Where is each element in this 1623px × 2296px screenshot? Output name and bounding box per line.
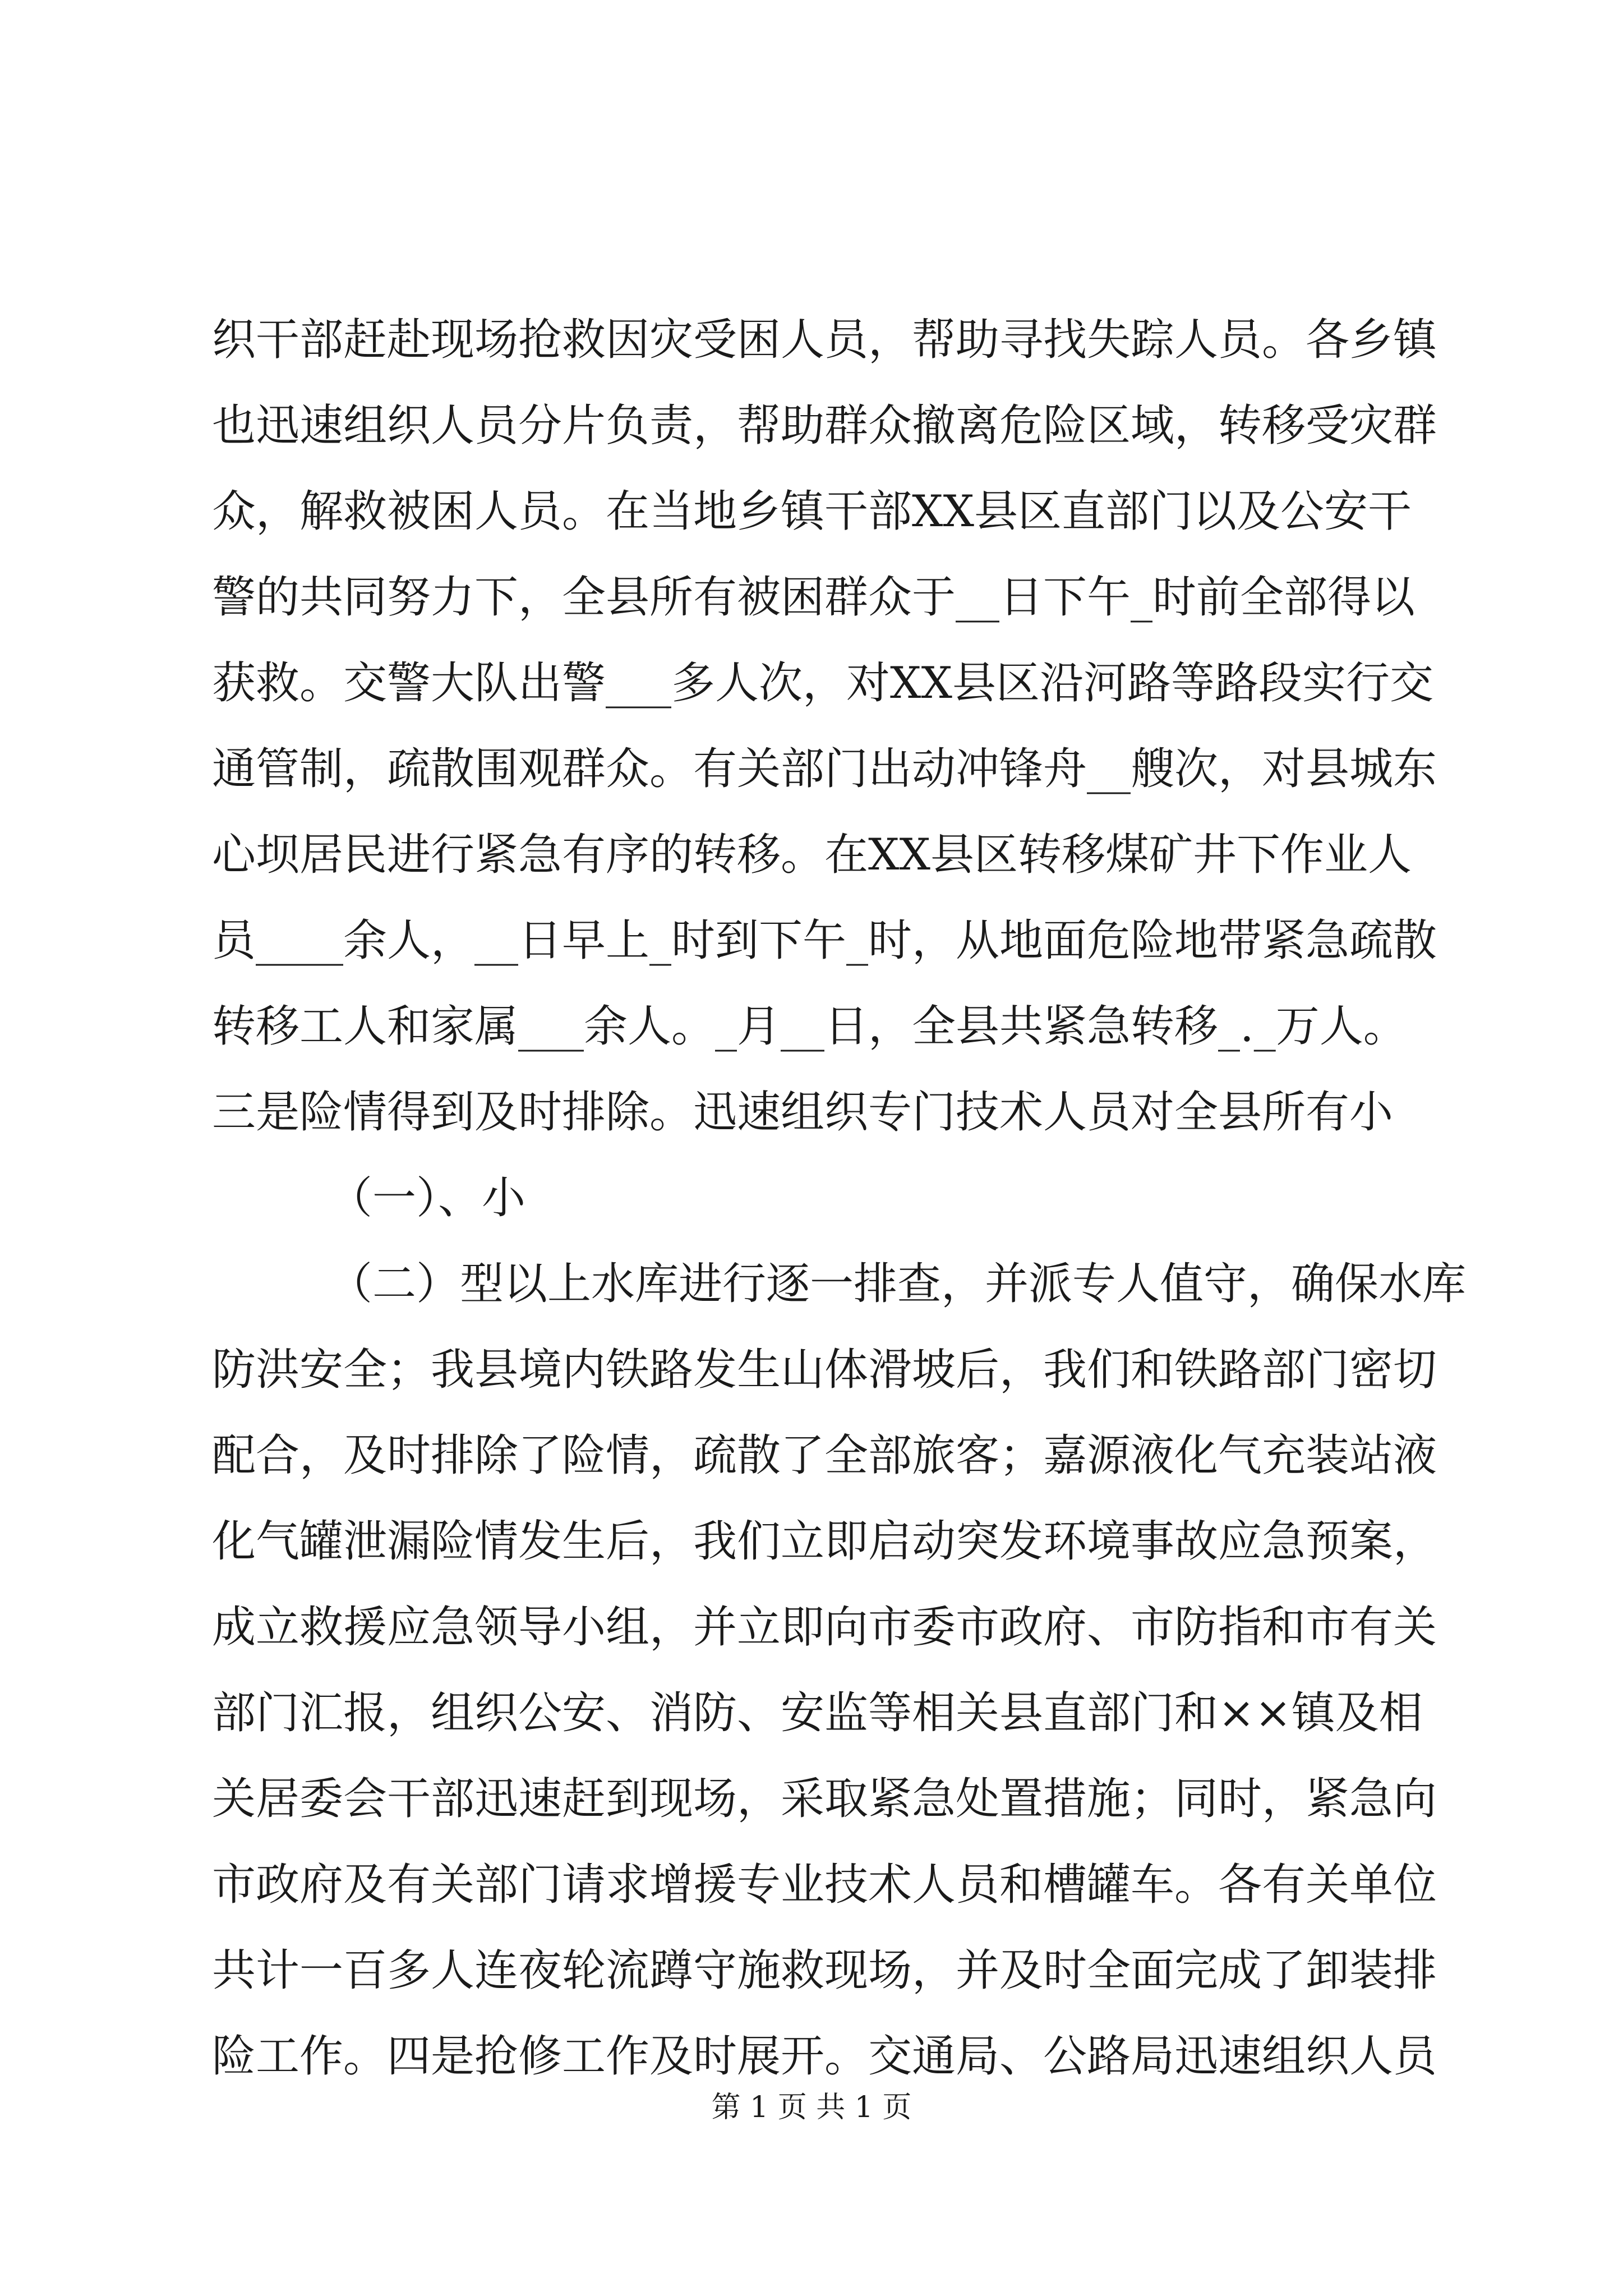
text-line: 通管制，疏散围观群众。有关部门出动冲锋舟__艘次，对县城东	[212, 744, 1437, 794]
text-line: 防洪安全；我县境内铁路发生山体滑坡后，我们和铁路部门密切	[212, 1345, 1437, 1395]
text-line: 成立救援应急领导小组，并立即向市委市政府、市防指和市有关	[212, 1602, 1437, 1653]
text-line: 关居委会干部迅速赶到现场，采取紧急处置措施；同时，紧急向	[212, 1774, 1437, 1824]
text-line: 化气罐泄漏险情发生后，我们立即启动突发环境事故应急预案，	[212, 1516, 1437, 1567]
text-line: 警的共同努力下，全县所有被困群众于__日下午_时前全部得以	[212, 572, 1415, 623]
text-line: 共计一百多人连夜轮流蹲守施救现场，并及时全面完成了卸装排	[212, 1945, 1437, 1996]
text-line: 市政府及有关部门请求增援专业技术人员和槽罐车。各有关单位	[212, 1860, 1437, 1910]
section-heading-2: （二）型以上水库进行逐一排查，并派专人值守，确保水库	[329, 1259, 1467, 1309]
text-line: 众，解救被困人员。在当地乡镇干部XX县区直部门以及公安干	[212, 486, 1412, 537]
text-line: 部门汇报，组织公安、消防、安监等相关县直部门和××镇及相	[212, 1688, 1423, 1738]
body-text	[212, 297, 1467, 2100]
text-line: 获救。交警大队出警___多人次，对XX县区沿河路等路段实行交	[212, 658, 1434, 708]
section-heading-1: （一）、小	[329, 1173, 526, 1223]
text-line: 配合，及时排除了险情，疏散了全部旅客；嘉源液化气充装站液	[212, 1430, 1437, 1481]
page-number-footer: 第 1 页 共 1 页	[711, 2091, 912, 2124]
text-line: 也迅速组织人员分片负责，帮助群众撤离危险区域，转移受灾群	[212, 401, 1437, 451]
text-line: 织干部赶赴现场抢救因灾受困人员，帮助寻找失踪人员。各乡镇	[212, 315, 1437, 365]
text-line: 心坝居民进行紧急有序的转移。在XX县区转移煤矿井下作业人	[212, 830, 1412, 880]
text-line: 员____余人，__日早上_时到下午_时，从地面危险地带紧急疏散	[212, 915, 1437, 966]
text-line: 转移工人和家属___余人。_月__日，全县共紧急转移_._万人。	[212, 1001, 1407, 1052]
text-line: 险工作。四是抢修工作及时展开。交通局、公路局迅速组织人员	[212, 2031, 1437, 2082]
text-line: 三是险情得到及时排除。迅速组织专门技术人员对全县所有小	[212, 1087, 1394, 1138]
